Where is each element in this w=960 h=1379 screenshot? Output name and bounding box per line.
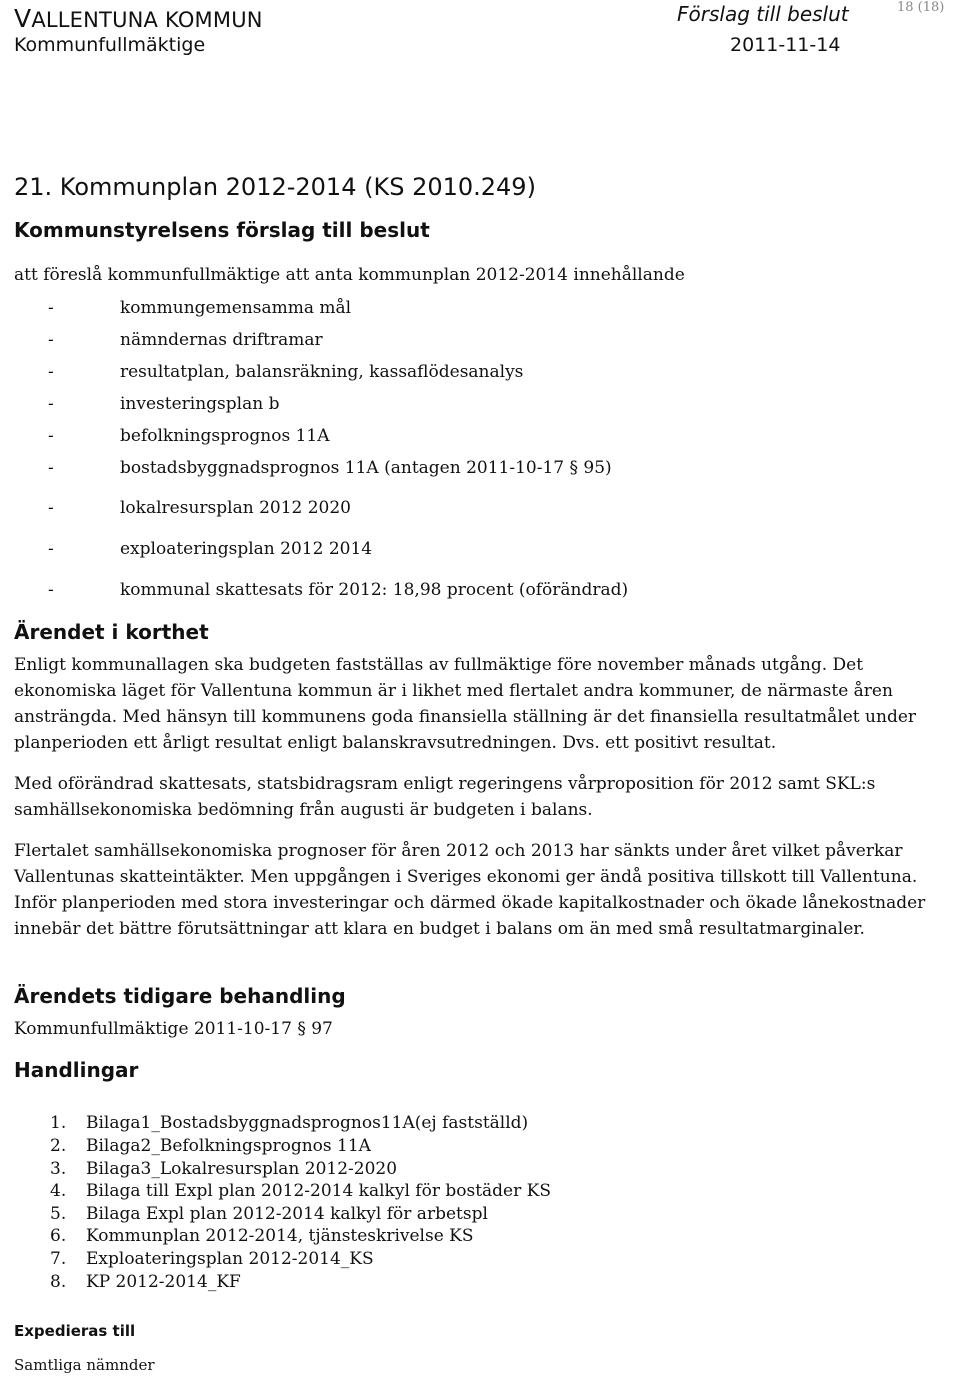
dispatch-heading: Expedieras till [14, 1322, 136, 1340]
attachment-item: 1. Bilaga1_Bostadsbyggnadsprognos11A(ej fastställd) [50, 1113, 529, 1133]
attachment-item: 3. Bilaga3_Lokalresursplan 2012-2020 [50, 1159, 398, 1179]
list-item: - exploateringsplan 2012 2014 [48, 539, 373, 559]
list-item: - kommungemensamma mål [48, 298, 352, 318]
list-item: - nämndernas driftramar [48, 330, 323, 350]
list-item: - befolkningsprognos 11A [48, 426, 330, 446]
attachment-item: 4. Bilaga till Expl plan 2012-2014 kalkyl för bostäder KS [50, 1181, 551, 1201]
history-text: Kommunfullmäktige 2011-10-17 § 97 [14, 1019, 333, 1039]
list-item: - bostadsbyggnadsprognos 11A (antagen 2011-10-17 § 95) [48, 458, 612, 478]
meeting-date: 2011-11-14 [730, 34, 841, 56]
governing-body: Kommunfullmäktige [14, 34, 206, 56]
proposal-intro: att föreslå kommunfullmäktige att anta kommunplan 2012-2014 innehållande [14, 265, 685, 285]
document-status: Förslag till beslut [677, 2, 849, 26]
summary-paragraph: Med oförändrad skattesats, statsbidragsram enligt regeringens vårproposition för 2012 samt SKL:s samhällsekonomiska bedömning från augusti är budgeten i balans. [14, 774, 876, 820]
attachment-item: 2. Bilaga2_Befolkningsprognos 11A [50, 1136, 371, 1156]
attachment-item: 7. Exploateringsplan 2012-2014_KS [50, 1249, 374, 1269]
proposal-heading: Kommunstyrelsens förslag till beslut [14, 218, 430, 242]
list-item: - investeringsplan b [48, 394, 280, 414]
list-item: - kommunal skattesats för 2012: 18,98 procent (oförändrad) [48, 580, 629, 600]
attachment-item: 8. KP 2012-2014_KF [50, 1272, 241, 1292]
organization-name: VALLENTUNA KOMMUN [14, 4, 263, 33]
attachment-item: 6. Kommunplan 2012-2014, tjänsteskrivelse KS [50, 1226, 474, 1246]
item-title: 21. Kommunplan 2012-2014 (KS 2010.249) [14, 173, 536, 201]
documents-heading: Handlingar [14, 1058, 139, 1082]
summary-heading: Ärendet i korthet [14, 620, 209, 644]
page-number: 18 (18) [897, 0, 945, 15]
summary-paragraph: Enligt kommunallagen ska budgeten fastställas av fullmäktige före november månads utgång. Det ekonomiska läget för Vallentuna kommun är i likhet med flertalet andra kommuner, de närmaste åren ansträngda. Med hänsyn till kommunens goda finansiella ställning är det finansiella resultatmålet under planperioden ett årligt resultat enligt balanskravsutredningen. Dvs. ett positivt resultat. [14, 655, 917, 753]
summary-paragraph: Flertalet samhällsekonomiska prognoser för åren 2012 och 2013 har sänkts under året vilket påverkar Vallentunas skatteintäkter. Men uppgången i Sveriges ekonomi ger ändå positiva tillskott till Vallentuna. Inför planperioden med stora investeringar och därmed ökade kapitalkostnader och ökade lånekostnader innebär det bättre förutsättningar att klara en budget i balans om än med små resultatmarginaler. [14, 841, 926, 939]
list-item: - lokalresursplan 2012 2020 [48, 498, 351, 518]
dispatch-recipients: Samtliga nämnder [14, 1356, 155, 1374]
attachment-item: 5. Bilaga Expl plan 2012-2014 kalkyl för arbetspl [50, 1204, 488, 1224]
history-heading: Ärendets tidigare behandling [14, 984, 346, 1008]
list-item: - resultatplan, balansräkning, kassaflödesanalys [48, 362, 524, 382]
